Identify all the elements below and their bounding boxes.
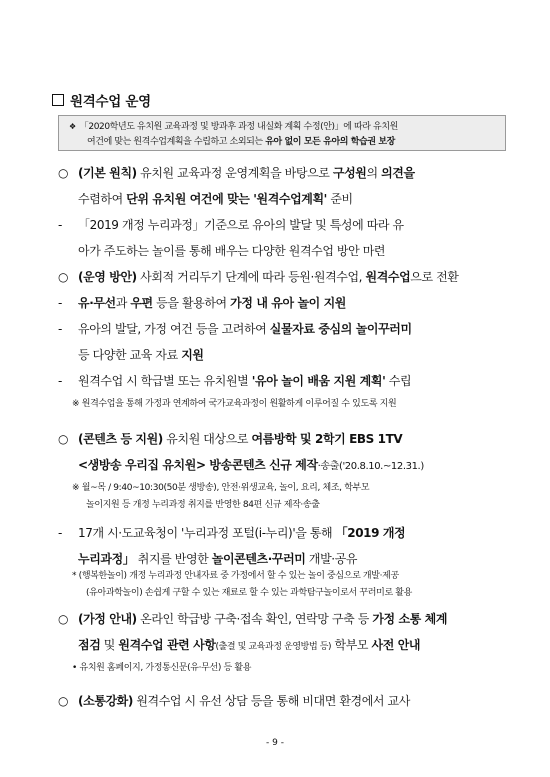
page-number: - 9 - bbox=[266, 738, 284, 748]
dash-bullet: - bbox=[58, 322, 62, 336]
reference-mark: ※ bbox=[72, 483, 80, 493]
list-item-communication: ○ (소통강화) 원격수업 시 유선 상담 등을 통해 비대면 환경에서 교사 bbox=[58, 688, 528, 714]
dash-bullet: - bbox=[58, 218, 62, 232]
list-item-i-nuri-portal: - 17개 시·도교육청이 '누리과정 포털(i-누리)'을 통해 「2019 개정 누리과정」 취지를 반영한 놀이콘텐츠·꾸러미 개발·공유 bbox=[58, 520, 528, 572]
note-box-line-1: ❖ 「2020학년도 유치원 교육과정 및 방과후 과정 내실화 계획 수정(안)」에 따라 유치원 bbox=[69, 122, 398, 132]
footnote-play-resources: * (행복한놀이) 개정 누리과정 안내자료 중 가정에서 할 수 있는 놀이 중심으로 개발·제공 (유아과학놀이) 손쉽게 구할 수 있는 재료로 할 수 있는 과학탐구놀이로서 꾸러미로 활용 bbox=[72, 571, 412, 598]
circle-bullet-icon: ○ bbox=[58, 270, 69, 284]
reference-mark: ※ bbox=[72, 399, 80, 409]
summary-note-box bbox=[58, 115, 506, 151]
asterisk-mark: * bbox=[72, 571, 77, 581]
note-box-line-2: 여건에 맞는 원격수업계획을 수립하고 소외되는 유아 없이 모든 유아의 학습권 보장 bbox=[87, 137, 395, 147]
list-item-nuri-curriculum: - 「2019 개정 누리과정」기준으로 유아의 발달 및 특성에 따라 유 아가 주도하는 놀이를 통해 배우는 다양한 원격수업 방안 마련 bbox=[58, 212, 528, 264]
list-item-basic-principle: ○ (기본 원칙) 유치원 교육과정 운영계획을 바탕으로 구성원의 의견을 수렴하여 단위 유치원 여건에 맞는 '원격수업계획' 준비 bbox=[58, 160, 528, 212]
list-item-play-support-plan: - 원격수업 시 학급별 또는 유치원별 '유아 놀이 배움 지원 계획' 수립 bbox=[58, 368, 528, 394]
circle-bullet-icon: ○ bbox=[58, 694, 69, 708]
circle-bullet-icon: ○ bbox=[58, 612, 69, 626]
list-item-content-support: ○ (콘텐츠 등 지원) 유치원 대상으로 여름방학 및 2학기 EBS 1TV <생방송 우리집 유치원> 방송콘텐츠 신규 제작·송출('20.8.10.~12.31.) bbox=[58, 426, 528, 480]
dot-bullet: • bbox=[72, 663, 77, 673]
circle-bullet-icon: ○ bbox=[58, 432, 69, 446]
section-title-text: 원격수업 운영 bbox=[70, 94, 151, 110]
footnote-home-link: ※ 원격수업을 통해 가정과 연계하여 국가교육과정이 원활하게 이루어질 수 있도록 지원 bbox=[72, 399, 397, 409]
circle-bullet-icon: ○ bbox=[58, 166, 69, 180]
footnote-broadcast-schedule: ※ 월~목 / 9:40~10:30(50분 생방송), 안전·위생교육, 놀이, 요리, 체조, 학부모 놀이지원 등 개정 누리과정 취지를 반영한 84편 신규 제작·송출 bbox=[72, 483, 370, 510]
dash-bullet: - bbox=[58, 526, 62, 540]
checkbox-square-icon bbox=[52, 94, 64, 106]
list-item-operation-plan: ○ (운영 방안) 사회적 거리두기 단계에 따라 등원·원격수업, 원격수업으로 전환 bbox=[58, 264, 528, 290]
diamond-bullet-icon: ❖ bbox=[69, 122, 76, 131]
dash-bullet: - bbox=[58, 374, 62, 388]
list-item-home-guidance: ○ (가정 안내) 온라인 학급방 구축·접속 확인, 연락망 구축 등 가정 소통 체계 점검 및 원격수업 관련 사항(출결 및 교육과정 운영방법 등) 학부모 사전 안내 bbox=[58, 606, 528, 660]
footnote-homepage-notice: • 유치원 홈페이지, 가정통신문(유·무선) 등 활용 bbox=[72, 663, 252, 673]
list-item-home-play-support: - 유·무선과 우편 등을 활용하여 가정 내 유아 놀이 지원 bbox=[58, 290, 528, 316]
dash-bullet: - bbox=[58, 296, 62, 310]
section-title bbox=[52, 90, 151, 110]
list-item-material-support: - 유아의 발달, 가정 여건 등을 고려하여 실물자료 중심의 놀이꾸러미 등 다양한 교육 자료 지원 bbox=[58, 316, 528, 368]
